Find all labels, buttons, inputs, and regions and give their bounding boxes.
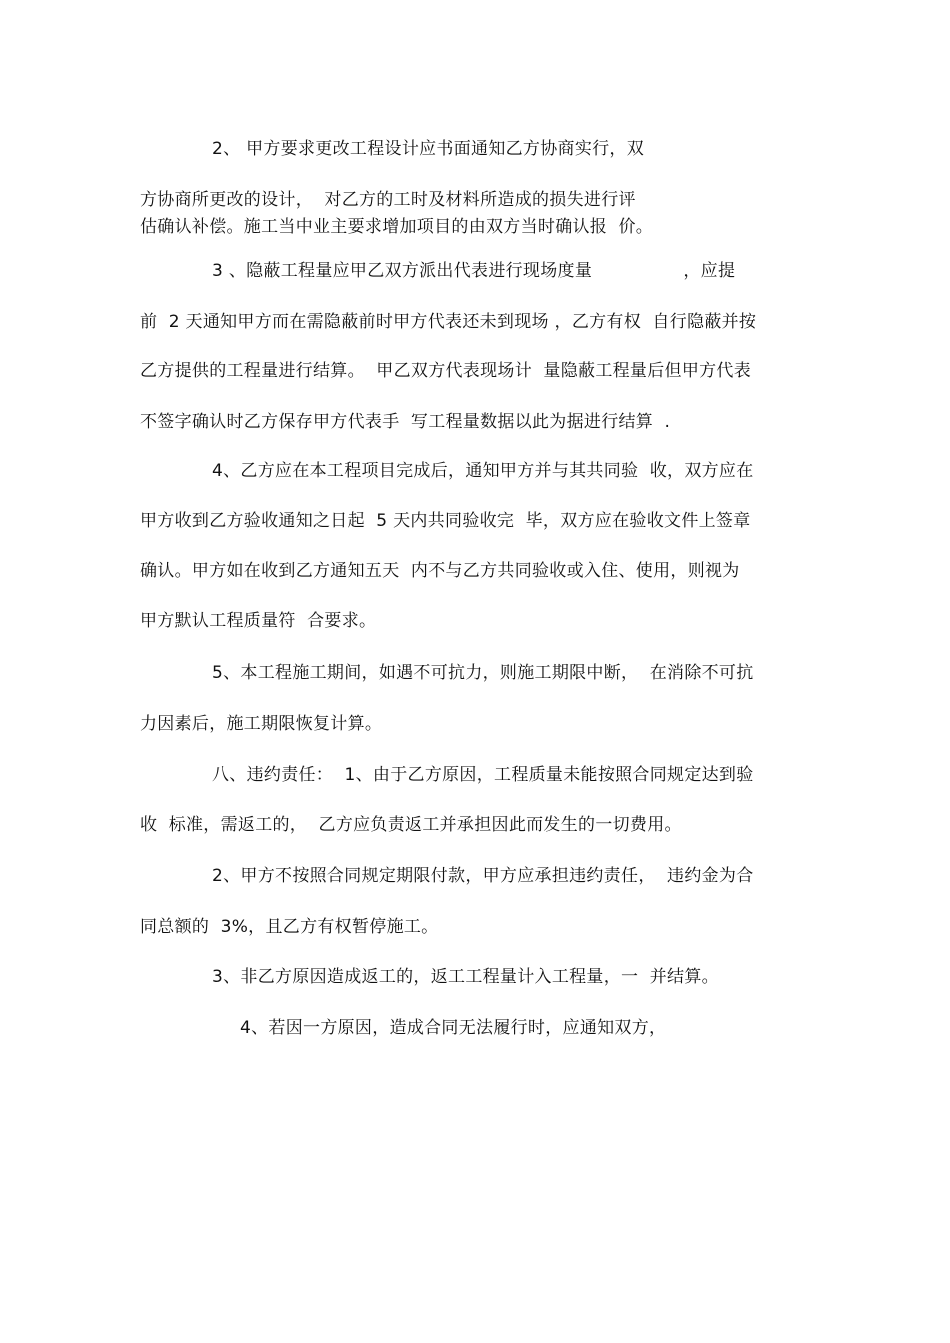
text-line: 甲方默认工程质量符 合要求。 — [140, 611, 377, 631]
text-line: 5、本工程施工期间，如遇不可抗力，则施工期限中断， 在消除不可抗 — [212, 663, 754, 683]
text-line: 确认。甲方如在收到乙方通知五天 内不与乙方共同验收或入住、使用，则视为 — [140, 561, 740, 581]
text-line: 乙方提供的工程量进行结算。 甲乙双方代表现场计 量隐蔽工程量后但甲方代表 — [140, 361, 752, 381]
text-line: 估确认补偿。施工当中业主要求增加项目的由双方当时确认报 价。 — [140, 217, 654, 237]
text-line: 2、甲方不按照合同规定期限付款，甲方应承担违约责任， 违约金为合 — [212, 866, 754, 886]
text-line: 同总额的 3%，且乙方有权暂停施工。 — [140, 917, 439, 937]
text-line: 3 、隐蔽工程量应甲乙双方派出代表进行现场度量 ，应提 — [212, 261, 736, 281]
text-line: 不签字确认时乙方保存甲方代表手 写工程量数据以此为据进行结算 . — [140, 412, 671, 432]
text-line: 八、违约责任： 1、由于乙方原因，工程质量未能按照合同规定达到验 — [212, 765, 754, 785]
text-line: 3、非乙方原因造成返工的，返工工程量计入工程量，一 并结算。 — [212, 967, 719, 987]
text-line: 4、若因一方原因，造成合同无法履行时，应通知双方， — [240, 1018, 667, 1038]
text-line: 2、 甲方要求更改工程设计应书面通知乙方协商实行，双 — [212, 139, 645, 159]
text-line: 4、乙方应在本工程项目完成后，通知甲方并与其共同验 收，双方应在 — [212, 461, 754, 481]
text-line: 前 2 天通知甲方而在需隐蔽前时甲方代表还未到现场 ，乙方有权 自行隐蔽并按 — [140, 312, 757, 332]
text-line: 力因素后，施工期限恢复计算。 — [140, 714, 383, 734]
text-line: 收 标准，需返工的， 乙方应负责返工并承担因此而发生的一切费用。 — [140, 815, 682, 835]
text-line: 方协商所更改的设计， 对乙方的工时及材料所造成的损失进行评 — [140, 190, 636, 210]
text-line: 甲方收到乙方验收通知之日起 5 天内共同验收完 毕，双方应在验收文件上签章 — [140, 511, 751, 531]
